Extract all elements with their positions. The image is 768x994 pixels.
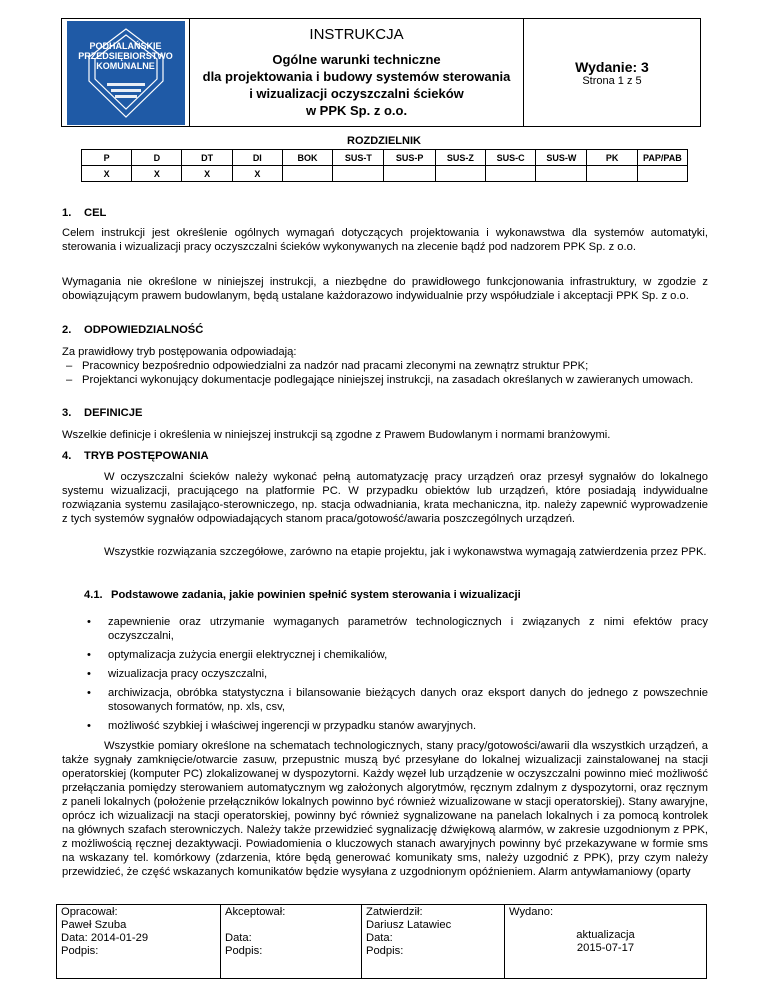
issued-cell	[505, 905, 707, 979]
approved-label: Zatwierdził:	[366, 906, 423, 918]
section-4-1-paragraph: Wszystkie pomiary określone na schematach technologicznych, stany pracy/gotowości/awarii dla wszystkich urządzeń, a także sygnały zamknięcie/otwarcie zasuw, przepustnic muszą być przesyłane do lokalnej wizualizacji zainstalowanej na stacji operatorskiej (komputer PC) zlokalizowanej w dyspozytorni. Każdy węzeł lub urządzenie w oczyszczalni powinno mieć możliwość przełączania pomiędzy sterowaniem automatycznym wg założonych algorytmów, ręcznym zdalnym z dyspozytorni, oraz ręcznym z paneli lokalnych (położenie przełączników lokalnych powinno być również wizualizowane w stacji operatorskiej). Stany awaryjne, oprócz ich wizualizacji na stacji operatorskiej, powinny być również sygnalizowane na panelach lokalnych i za pomocą kontrolek na głównych szafach sterowniczych. Należy także przewidzieć sygnalizację dźwiękową alarmów, w zakresie uzgodnionym z PPK, z możliwością ręcznej dezaktywacji. Powiadomienia o kluczowych stanach awaryjnych powinny być przekazywane w formie sms na wskazany tel. komórkowy (zdarzenia, które będą generować komunikaty sms, należy uzgodnić z PPK), przy czym należy przewidzieć, że część wskazanych komunikatów będzie wysyłana z uzgodnionym opóźnieniem. Alarm antywłamaniowy (oparty	[62, 740, 708, 878]
list-item: – Pracownicy bezpośrednio odpowiedzialni za nadzór nad pracami zleconymi na zewnątrz struktur PPK;	[62, 359, 708, 373]
distribution-header-cell: BOK	[282, 150, 332, 166]
distribution-mark-cell	[587, 166, 637, 182]
approved-signature: Podpis:	[366, 945, 404, 957]
prepared-label: Opracował:	[61, 906, 118, 918]
prepared-cell	[57, 905, 221, 979]
accepted-cell	[221, 905, 362, 979]
list-item: • optymalizacja zużycia energii elektrycznej i chemikaliów,	[83, 648, 708, 662]
distribution-mark-cell	[637, 166, 687, 182]
edition-cell	[524, 19, 701, 127]
logo-cell	[62, 19, 190, 127]
accepted-date: Data:	[225, 932, 252, 944]
prepared-date: Data: 2014-01-29	[61, 932, 149, 944]
issued-label: Wydano:	[509, 906, 554, 918]
distribution-marks-row	[82, 166, 688, 182]
distribution-header-cell: PAP/PAB	[637, 150, 687, 166]
list-item: – Projektanci wykonujący dokumentacje podlegające niniejszej instrukcji, na zasadach określanych w zawieranych umowach.	[62, 373, 708, 387]
distribution-mark-cell	[536, 166, 587, 182]
distribution-table	[81, 149, 688, 182]
section-4-heading: 4. TRYB POSTĘPOWANIA	[62, 450, 209, 462]
list-item: • możliwość szybkiej i właściwej ingerencji w przypadku stanów awaryjnych.	[83, 719, 708, 733]
subtitle-line-4: w PPK Sp. z o.o.	[305, 103, 408, 118]
prepared-name: Paweł Szuba	[61, 919, 127, 931]
distribution-mark-cell	[333, 166, 384, 182]
distribution-mark-cell: X	[82, 166, 132, 182]
company-logo	[67, 21, 185, 125]
section-4-1-heading: 4.1. Podstawowe zadania, jakie powinien spełnić system sterowania i wizualizacji	[84, 589, 521, 601]
distribution-header-cell: SUS-Z	[435, 150, 485, 166]
distribution-mark-cell	[384, 166, 435, 182]
distribution-header-cell: SUS-W	[536, 150, 587, 166]
approved-date: Data:	[366, 932, 393, 944]
distribution-header-cell: SUS-P	[384, 150, 435, 166]
list-item: • zapewnienie oraz utrzymanie wymaganych parametrów technologicznych i związanych z nimi efektów pracy oczyszczalni,	[83, 615, 708, 643]
section-3-paragraph: Wszelkie definicje i określenia w niniejszej instrukcji są zgodne z Prawem Budowlanym i normami branżowymi.	[62, 429, 611, 441]
tasks-list	[83, 615, 708, 733]
accepted-label: Akceptował:	[225, 906, 286, 918]
subtitle-line-1: Ogólne warunki techniczne	[272, 52, 441, 67]
page-number: Strona 1 z 5	[582, 74, 642, 87]
approved-name: Dariusz Latawiec	[366, 919, 452, 931]
subtitle-line-2: dla projektowania i budowy systemów sterowania	[202, 69, 511, 84]
section-1-paragraph-1: Celem instrukcji jest określenie ogólnych wymagań dotyczących projektowania i wykonawstwa dla systemów automatyki, sterowania i wizualizacji pracy oczyszczalni ścieków wykonywanych na zlecenie bądź pod nadzorem PPK Sp. z o.o.	[62, 227, 708, 253]
section-4-paragraph-2: Wszystkie rozwiązania szczegółowe, zarówno na etapie projektu, jak i wykonawstwa wymagają zatwierdzenia przez PPK.	[104, 546, 707, 558]
distribution-header-cell: DI	[232, 150, 282, 166]
responsibility-list	[62, 359, 708, 387]
distribution-header-cell: PK	[587, 150, 637, 166]
section-3-heading: 3. DEFINICJE	[62, 407, 143, 419]
logo-line-2: PRZEDSIĘBIORSTWO	[78, 50, 173, 61]
edition-number: Wydanie: 3	[575, 58, 649, 75]
distribution-header-row	[82, 150, 688, 166]
section-1-heading: 1. CEL	[62, 207, 107, 219]
distribution-mark-cell	[282, 166, 332, 182]
document-type: INSTRUKCJA	[309, 26, 404, 43]
distribution-title: ROZDZIELNIK	[347, 135, 421, 147]
distribution-header-cell: SUS-C	[485, 150, 535, 166]
distribution-header-cell: D	[132, 150, 182, 166]
logo-line-3: KOMUNALNE	[96, 60, 155, 71]
accepted-signature: Podpis:	[225, 945, 263, 957]
distribution-mark-cell	[435, 166, 485, 182]
section-2-heading: 2. ODPOWIEDZIALNOŚĆ	[62, 324, 204, 336]
distribution-header-cell: DT	[182, 150, 232, 166]
list-item: • archiwizacja, obróbka statystyczna i bilansowanie bieżących danych oraz eksport danych do jednego z powszechnie stosowanych formatów, np. xls, csv,	[83, 686, 708, 714]
section-4-paragraph-1: W oczyszczalni ścieków należy wykonać pełną automatyzację pracy urządzeń oraz przesył sygnałów do lokalnego systemu wizualizacji, pracującego na platformie PC. W przypadku obiektów lub urządzeń, które posiadają indywidualne rozwiązania systemu zasilająco-sterowniczego, np. stacja odwadniania, krata mechaniczna, itp. należy zapewnić wyprowadzenie z tych systemów sygnałów odpowiadających stanom praca/gotowość/awaria poszczególnych urządzeń.	[62, 471, 708, 525]
distribution-mark-cell: X	[232, 166, 282, 182]
issued-date: 2015-07-17	[576, 942, 635, 954]
subtitle-line-3: i wizualizacji oczyszczalni ścieków	[249, 86, 464, 101]
distribution-header-cell: SUS-T	[333, 150, 384, 166]
distribution-mark-cell: X	[182, 166, 232, 182]
issued-status: aktualizacja	[576, 929, 635, 941]
header-title-cell	[190, 19, 524, 127]
document-subtitle	[190, 51, 523, 119]
prepared-signature: Podpis:	[61, 945, 99, 957]
logo-line-1: PODHALAŃSKIE	[89, 40, 162, 51]
approved-cell	[362, 905, 505, 979]
list-item: • wizualizacja pracy oczyszczalni,	[83, 667, 708, 681]
document-header	[61, 18, 701, 127]
distribution-mark-cell	[485, 166, 535, 182]
approval-footer	[56, 904, 707, 979]
distribution-header-cell: P	[82, 150, 132, 166]
section-2-intro: Za prawidłowy tryb postępowania odpowiadają:	[62, 346, 297, 358]
section-1-paragraph-2: Wymagania nie określone w niniejszej instrukcji, a niezbędne do prawidłowego funkcjonowania infrastruktury, w zgodzie z obowiązującym prawem budowlanym, będą ustalane każdorazowo indywidualnie przy współudziale i akceptacji PPK Sp. z o.o.	[62, 276, 708, 302]
distribution-mark-cell: X	[132, 166, 182, 182]
